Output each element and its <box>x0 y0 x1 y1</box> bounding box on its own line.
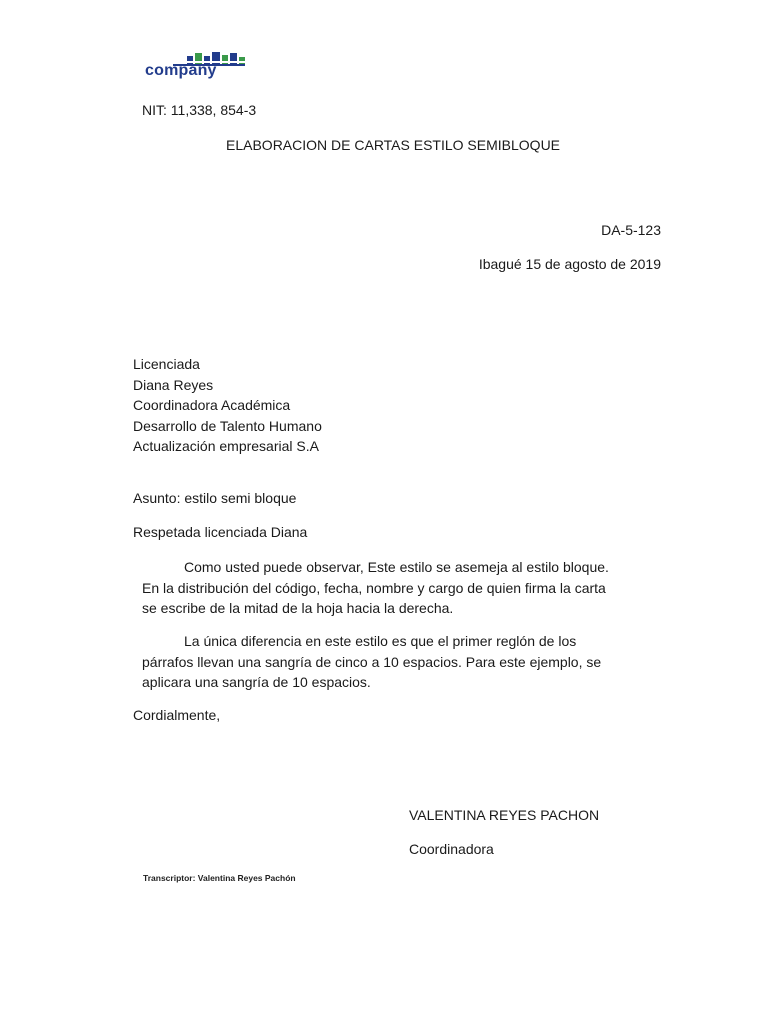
signer-role: Coordinadora <box>409 841 494 857</box>
document-title: ELABORACION DE CARTAS ESTILO SEMIBLOQUE <box>226 137 561 153</box>
recipient-position: Coordinadora Académica <box>133 397 291 413</box>
paragraph-line: La única diferencia en este estilo es que el primer reglón de los <box>184 633 577 649</box>
paragraph-line: párrafos llevan una sangría de cinco a 10 espacios. Para este ejemplo, se <box>142 653 602 670</box>
subject-line: Asunto: estilo semi bloque <box>133 490 297 506</box>
paragraph-line: Como usted puede observar, Este estilo se asemeja al estilo bloque. <box>184 559 609 575</box>
paragraph-line: aplicara una sangría de 10 espacios. <box>142 674 371 690</box>
recipient-department: Desarrollo de Talento Humano <box>133 417 322 434</box>
recipient-title: Licenciada <box>133 356 200 372</box>
recipient-company: Actualización empresarial S.A <box>133 438 319 454</box>
signer-name: VALENTINA REYES PACHON <box>409 807 600 823</box>
body-paragraph-1 <box>142 557 652 619</box>
paragraph-line: En la distribución del código, fecha, nombre y cargo de quien firma la carta <box>142 579 606 596</box>
reference-code: DA-5-123 <box>601 222 661 238</box>
recipient-block <box>133 354 322 457</box>
letter-date: Ibagué 15 de agosto de 2019 <box>478 256 661 272</box>
paragraph-line: se escribe de la mitad de la hoja hacia la derecha. <box>142 600 454 616</box>
company-logo <box>143 50 251 86</box>
body-paragraph-2 <box>142 631 652 693</box>
nit-number: NIT: 11,338, 854-3 <box>142 102 257 118</box>
recipient-name: Diana Reyes <box>133 376 214 393</box>
closing: Cordialmente, <box>133 707 221 723</box>
salutation: Respetada licenciada Diana <box>133 524 308 540</box>
transcriptor-note: Transcriptor: Valentina Reyes Pachón <box>143 873 296 883</box>
logo-text: company <box>145 62 217 79</box>
